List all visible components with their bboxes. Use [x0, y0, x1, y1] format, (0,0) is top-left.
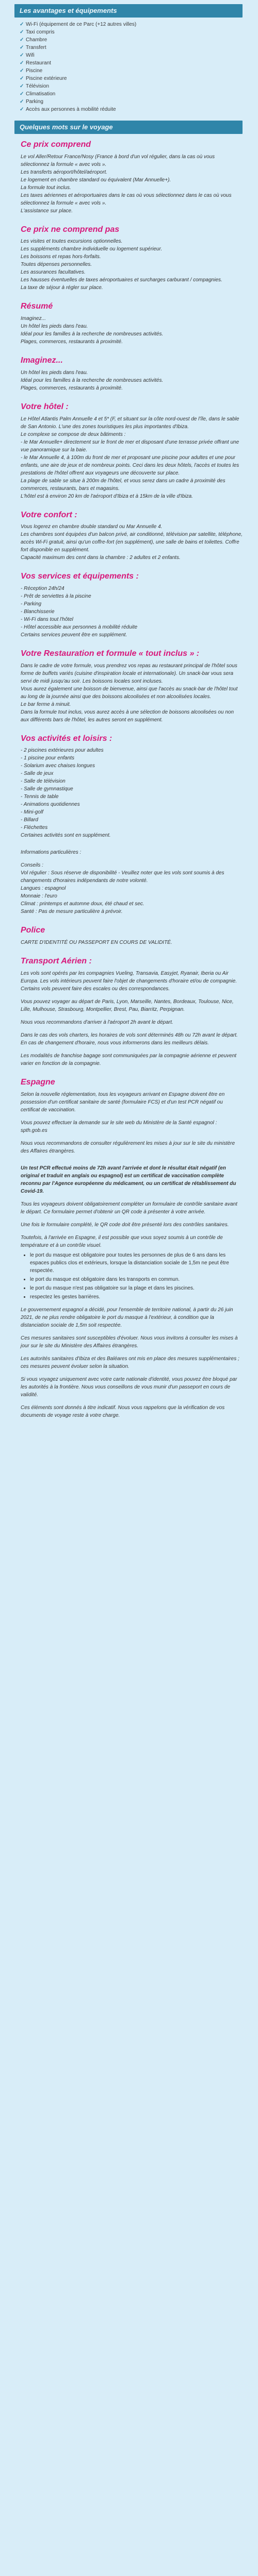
paragraph: Monnaie : l'euro [21, 893, 57, 900]
paragraph: Nous vous recommandons d'arriver à l'aéroport 2h avant le départ. [21, 1019, 173, 1025]
paragraph: Les taxes aériennes et aéroportuaires dans le cas où vous sélectionnez dans le cas où vous sélectionnez la formule « avec vols ». [21, 192, 232, 206]
paragraph: - le Mar Annuelle 4, à 100m du front de mer et proposant une piscine pour adultes et une pour enfants, une aire de jeux et de nombreux points. Ceci dans les deux hôtels, l'accès et toutes les prestations de l'hôtel offrent aux voyageurs une découverte sur place. [21, 454, 239, 476]
activity-item: - Salle de jeux [21, 771, 54, 777]
paragraph: Tous les voyageurs doivent obligatoirement compléter un formulaire de contrôle sanitaire avant le départ. Ce formulaire permet d'obtenir un QR code à présenter à votre arrivée. [21, 1201, 237, 1215]
check-icon: ✓ [20, 29, 24, 35]
amenity-item: ✓ Transfert [20, 45, 46, 50]
check-icon: ✓ [20, 68, 24, 74]
activity-item: - Tennis de table [21, 794, 59, 800]
amenity-item: ✓ Piscine extérieure [20, 76, 67, 81]
service-item: - Réception 24h/24 [21, 586, 64, 592]
amenities-header-title: Les avantages et équipements [20, 7, 117, 14]
section-title-police: Police [21, 926, 45, 935]
service-item: - Blanchisserie [21, 609, 55, 615]
service-item: - Parking [21, 601, 42, 607]
section-title-votre-confort: Votre confort : [21, 510, 77, 519]
section-title-activites: Vos activités et loisirs : [21, 734, 112, 743]
check-icon: ✓ [20, 22, 24, 27]
paragraph: Plages, commerces, restaurants à proximité. [21, 339, 123, 345]
paragraph: Le bar ferme à minuit. [21, 701, 71, 707]
amenity-item: ✓ Parking [20, 99, 43, 105]
service-item: - Wi-Fi dans tout l'hôtel [21, 617, 73, 623]
list-item: • le port du masque est obligatoire pour toutes les personnes de plus de 6 ans dans les espaces publics clos et extérieurs, lorsque la distanciation sociale de 1,5m ne peut être respectée. [30, 1251, 243, 1275]
amenity-item: ✓ Climatisation [20, 91, 56, 97]
paragraph: Le logement en chambre standard ou équivalent (Mar Annuelle+). [21, 177, 171, 183]
activity-item: - 2 piscines extérieures pour adultes [21, 748, 104, 754]
paragraph: Toutes dépenses personnelles. [21, 262, 92, 268]
amenities-header [14, 4, 243, 18]
check-icon: ✓ [20, 99, 24, 105]
list-item: • le port du masque est obligatoire dans les transports en commun. [30, 1276, 243, 1283]
paragraph: - le Mar Annuelle+ directement sur le front de mer et disposant d'une terrasse privée offrant une vue panoramique sur la baie. [21, 439, 239, 453]
paragraph: Langues : espagnol [21, 886, 66, 892]
paragraph: Ces éléments sont donnés à titre indicatif. Nous vous rappelons que la vérification de vos documents de voyage reste à votre charge. [21, 1404, 225, 1418]
paragraph: La taxe de séjour à régler sur place. [21, 285, 103, 291]
activity-item: - Salle de gymnastique [21, 786, 73, 792]
paragraph: L'assistance sur place. [21, 208, 73, 214]
paragraph: Vol régulier : Sous réserve de disponibilité - Veuillez noter que les vols sont soumis à des changements d'horaires indépendants de notre volonté. [21, 870, 224, 884]
activity-item: - Salle de télévision [21, 778, 66, 785]
paragraph: La plage de sable se situe à 200m de l'hôtel, et vous serez dans un cadre à proximité des commerces, restaurants, bars et magasins. [21, 478, 225, 492]
paragraph: Nous vous recommandons de consulter régulièrement les mises à jour sur le site du ministère des Affaires étrangères. [21, 1140, 235, 1154]
paragraph: Conseils : [21, 862, 43, 869]
list-item: • le port du masque n'est pas obligatoire sur la plage et dans les piscines. [30, 1284, 243, 1292]
paragraph: Selon la nouvelle réglementation, tous les voyageurs arrivant en Espagne doivent être en possession d'un certificat sanitaire de santé (formulaire FCS) et d'un test PCR négatif ou certificat de vaccination. [21, 1091, 225, 1113]
paragraph: Le complexe se compose de deux bâtiments : [21, 431, 126, 437]
activity-item: - 1 piscine pour enfants [21, 755, 74, 761]
check-icon: ✓ [20, 91, 24, 97]
paragraph: Les visites et toutes excursions optionnelles. [21, 239, 123, 245]
amenity-item: ✓ Télévision [20, 83, 50, 89]
paragraph: Ces mesures sanitaires sont susceptibles d'évoluer. Nous vous invitons à consulter les mises à jour sur le site du Ministère des Affaires étrangères. [21, 1335, 238, 1349]
amenity-item: ✓ Restaurant [20, 60, 51, 66]
paragraph: Un test PCR effectué moins de 72h avant l'arrivée et dont le résultat était négatif (en original et traduit en anglais ou espagnol) est un certificat de vaccination complète reconnu par l'Agence européenne du médicament, ou un certificat de rétablissement du Covid-19. [21, 1165, 236, 1194]
paragraph: Vous aurez également une boisson de bienvenue, ainsi que l'accès au snack-bar de l'hôtel tout au long de la journée ainsi que des boissons alcoolisées et non alcoolisées locales. [21, 686, 238, 700]
paragraph: Le vol Aller/Retour France/Nosy (France à bord d'un vol régulier, dans la cas où vous sélectionnez la formule « avec vols ». [21, 154, 215, 167]
check-icon: ✓ [20, 107, 24, 112]
amenity-item: ✓ Piscine [20, 68, 43, 74]
services-note: Certains services peuvent être en supplément. [21, 632, 127, 638]
section-title-espagne: Espagne [21, 1077, 55, 1087]
amenity-item: ✓ Taxi compris [20, 29, 55, 35]
health-rules-list [21, 1251, 243, 1301]
section-title-restauration: Votre Restauration et formule « tout inclus » : [21, 649, 200, 658]
service-item: - Prêt de serviettes à la piscine [21, 594, 91, 600]
check-icon: ✓ [20, 60, 24, 66]
amenity-item: ✓ Chambre [20, 37, 47, 43]
paragraph: Les boissons et repas hors-forfaits. [21, 254, 101, 260]
amenity-item: ✓ Wifi [20, 53, 35, 58]
paragraph: Dans le cadre de votre formule, vous prendrez vos repas au restaurant principal de l'hôtel sous forme de buffets variés (cuisine d'inspiration locale et internationale). Un snack-bar vous sera servi de midi jusqu'au soir. Les boissons locales sont incluses. [21, 663, 237, 684]
check-icon: ✓ [20, 83, 24, 89]
paragraph: Imaginez... [21, 316, 46, 322]
paragraph: Vous pouvez effectuer la demande sur le site web du Ministère de la Santé espagnol : spth.gob.es [21, 1120, 217, 1133]
paragraph: Dans la formule tout inclus, vous aurez accès à une sélection de boissons alcoolisées ou non aux différents bars de l'hôtel, les autres seront en supplément. [21, 709, 234, 723]
service-item: - Hôtel accessible aux personnes à mobilité réduite [21, 624, 138, 631]
paragraph: Capacité maximum des cent dans la chambre : 2 adultes et 2 enfants. [21, 555, 181, 561]
check-icon: ✓ [20, 45, 24, 50]
paragraph: Les chambres sont équipées d'un balcon privé, air conditionné, télévision par satellite, téléphone, accès Wi-Fi gratuit, ainsi qu'un coffre-fort (en supplément), une salle de bains et toilettes. Coffre fort disponible en supplément. [21, 532, 243, 553]
paragraph: Les hausses éventuelles de taxes aéroportuaires et surcharges carburant / compagnies. [21, 277, 222, 283]
list-item: • respectez les gestes barrières. [30, 1293, 243, 1301]
paragraph: Informations particulières : [21, 850, 82, 856]
trip-info-header [14, 121, 243, 134]
section-title-services: Vos services et équipements : [21, 572, 139, 581]
paragraph: Les transferts aéroport/hôtel/aéroport. [21, 169, 107, 175]
paragraph: Vous pouvez voyager au départ de Paris, Lyon, Marseille, Nantes, Bordeaux, Toulouse, Nice, Lille, Mulhouse, Strasbourg, Montpellier, Brest, Pau, Biarritz, Perpignan. [21, 998, 234, 1012]
activity-item: - Billard [21, 817, 38, 823]
check-icon: ✓ [20, 76, 24, 81]
paragraph: Climat : printemps et automne doux, été chaud et sec. [21, 901, 144, 907]
paragraph: La formule tout inclus. [21, 184, 71, 191]
paragraph: Les suppléments chambre individuelle ou logement supérieur. [21, 246, 163, 252]
trip-info-header-title: Quelques mots sur le voyage [20, 123, 113, 131]
section-title-resume: Résumé [21, 302, 53, 311]
activity-item: - Solarium avec chaises longues [21, 763, 95, 769]
paragraph: Un hôtel les pieds dans l'eau. [21, 324, 88, 330]
section-title-prix-ne-comprend: Ce prix ne comprend pas [21, 225, 120, 234]
paragraph: Toutefois, à l'arrivée en Espagne, il est possible que vous soyez soumis à un contrôle de température et à un contrôle visuel. [21, 1234, 223, 1248]
paragraph: Les modalités de franchise bagage sont communiquées par la compagnie aérienne et peuvent varier en fonction de la compagnie. [21, 1053, 237, 1066]
paragraph: Dans le cas des vols charters, les horaires de vols sont déterminés 48h ou 72h avant le départ. En cas de changement d'horaire, nous vous informerons dans les meilleurs délais. [21, 1032, 238, 1046]
activities-note: Certaines activités sont en supplément. [21, 833, 111, 839]
paragraph: Le Hôtel Atlantis Palm Annuelle 4 et 5* (F, et situant sur la côte nord-ouest de l'île, dans le sable de San Antonio. L'une des zones touristiques les plus importantes d'Ibiza. [21, 416, 239, 430]
activity-item: - Fléchettes [21, 825, 48, 831]
amenity-item: ✓ Accès aux personnes à mobilité réduite [20, 107, 116, 112]
paragraph: Idéal pour les familles à la recherche de nombreuses activités. [21, 331, 164, 337]
paragraph: L'hôtel est à environ 20 km de l'aéroport d'Ibiza et à 15km de la ville d'Ibiza. [21, 493, 193, 499]
amenity-item: ✓ Wi-Fi (équipement de ce Parc (+12 autres villes) [20, 22, 137, 27]
amenities-list [20, 21, 258, 113]
check-icon: ✓ [20, 37, 24, 43]
paragraph: Une fois le formulaire complété, le QR code doit être présenté lors des contrôles sanitaires. [21, 1222, 229, 1228]
section-title-votre-hotel: Votre hôtel : [21, 402, 69, 411]
section-title-prix-comprend: Ce prix comprend [21, 140, 91, 149]
paragraph: Idéal pour les familles à la recherche de nombreuses activités. [21, 377, 164, 383]
check-icon: ✓ [20, 53, 24, 58]
paragraph: Vous logerez en chambre double standard ou Mar Annuelle 4. [21, 524, 163, 530]
paragraph: Santé : Pas de mesure particulière à prévoir. [21, 909, 123, 915]
paragraph: Les assurances facultatives. [21, 269, 86, 276]
paragraph: Les vols sont opérés par les compagnies Vueling, Transavia, Easyjet, Ryanair, Iberia ou Air Europa. Les vols intérieurs peuvent faire l'objet de changements d'horaire et/ou de compagnie. Certains vols peuvent faire des escales ou des correspondances. [21, 970, 237, 992]
paragraph: Les autorités sanitaires d'Ibiza et des Baléares ont mis en place des mesures supplémentaires ; ces mesures peuvent évoluer selon la situation. [21, 1355, 239, 1369]
activity-item: - Animations quotidiennes [21, 802, 80, 808]
paragraph: Un hôtel les pieds dans l'eau. [21, 369, 88, 376]
section-title-transport: Transport Aérien : [21, 957, 92, 966]
activity-item: - Mini-golf [21, 809, 43, 816]
paragraph: CARTE D'IDENTITÉ OU PASSEPORT EN COURS DE VALIDITÉ. [21, 940, 172, 946]
paragraph: Si vous voyagez uniquement avec votre carte nationale d'identité, vous pouvez être bloqué par les autorités à la frontière. Nous vous conseillons de vous munir d'un passeport en cours de validité. [21, 1376, 237, 1398]
section-title-imaginez: Imaginez... [21, 356, 63, 365]
paragraph: Le gouvernement espagnol a décidé, pour l'ensemble de territoire national, à partir du 26 juin 2021, de ne plus rendre obligatoire le port du masque à l'extérieur, à condition que la distanciation sociale de 1,5m soit respectée. [21, 1307, 233, 1328]
paragraph: Plages, commerces, restaurants à proximité. [21, 385, 123, 391]
trip-description [21, 139, 243, 1419]
